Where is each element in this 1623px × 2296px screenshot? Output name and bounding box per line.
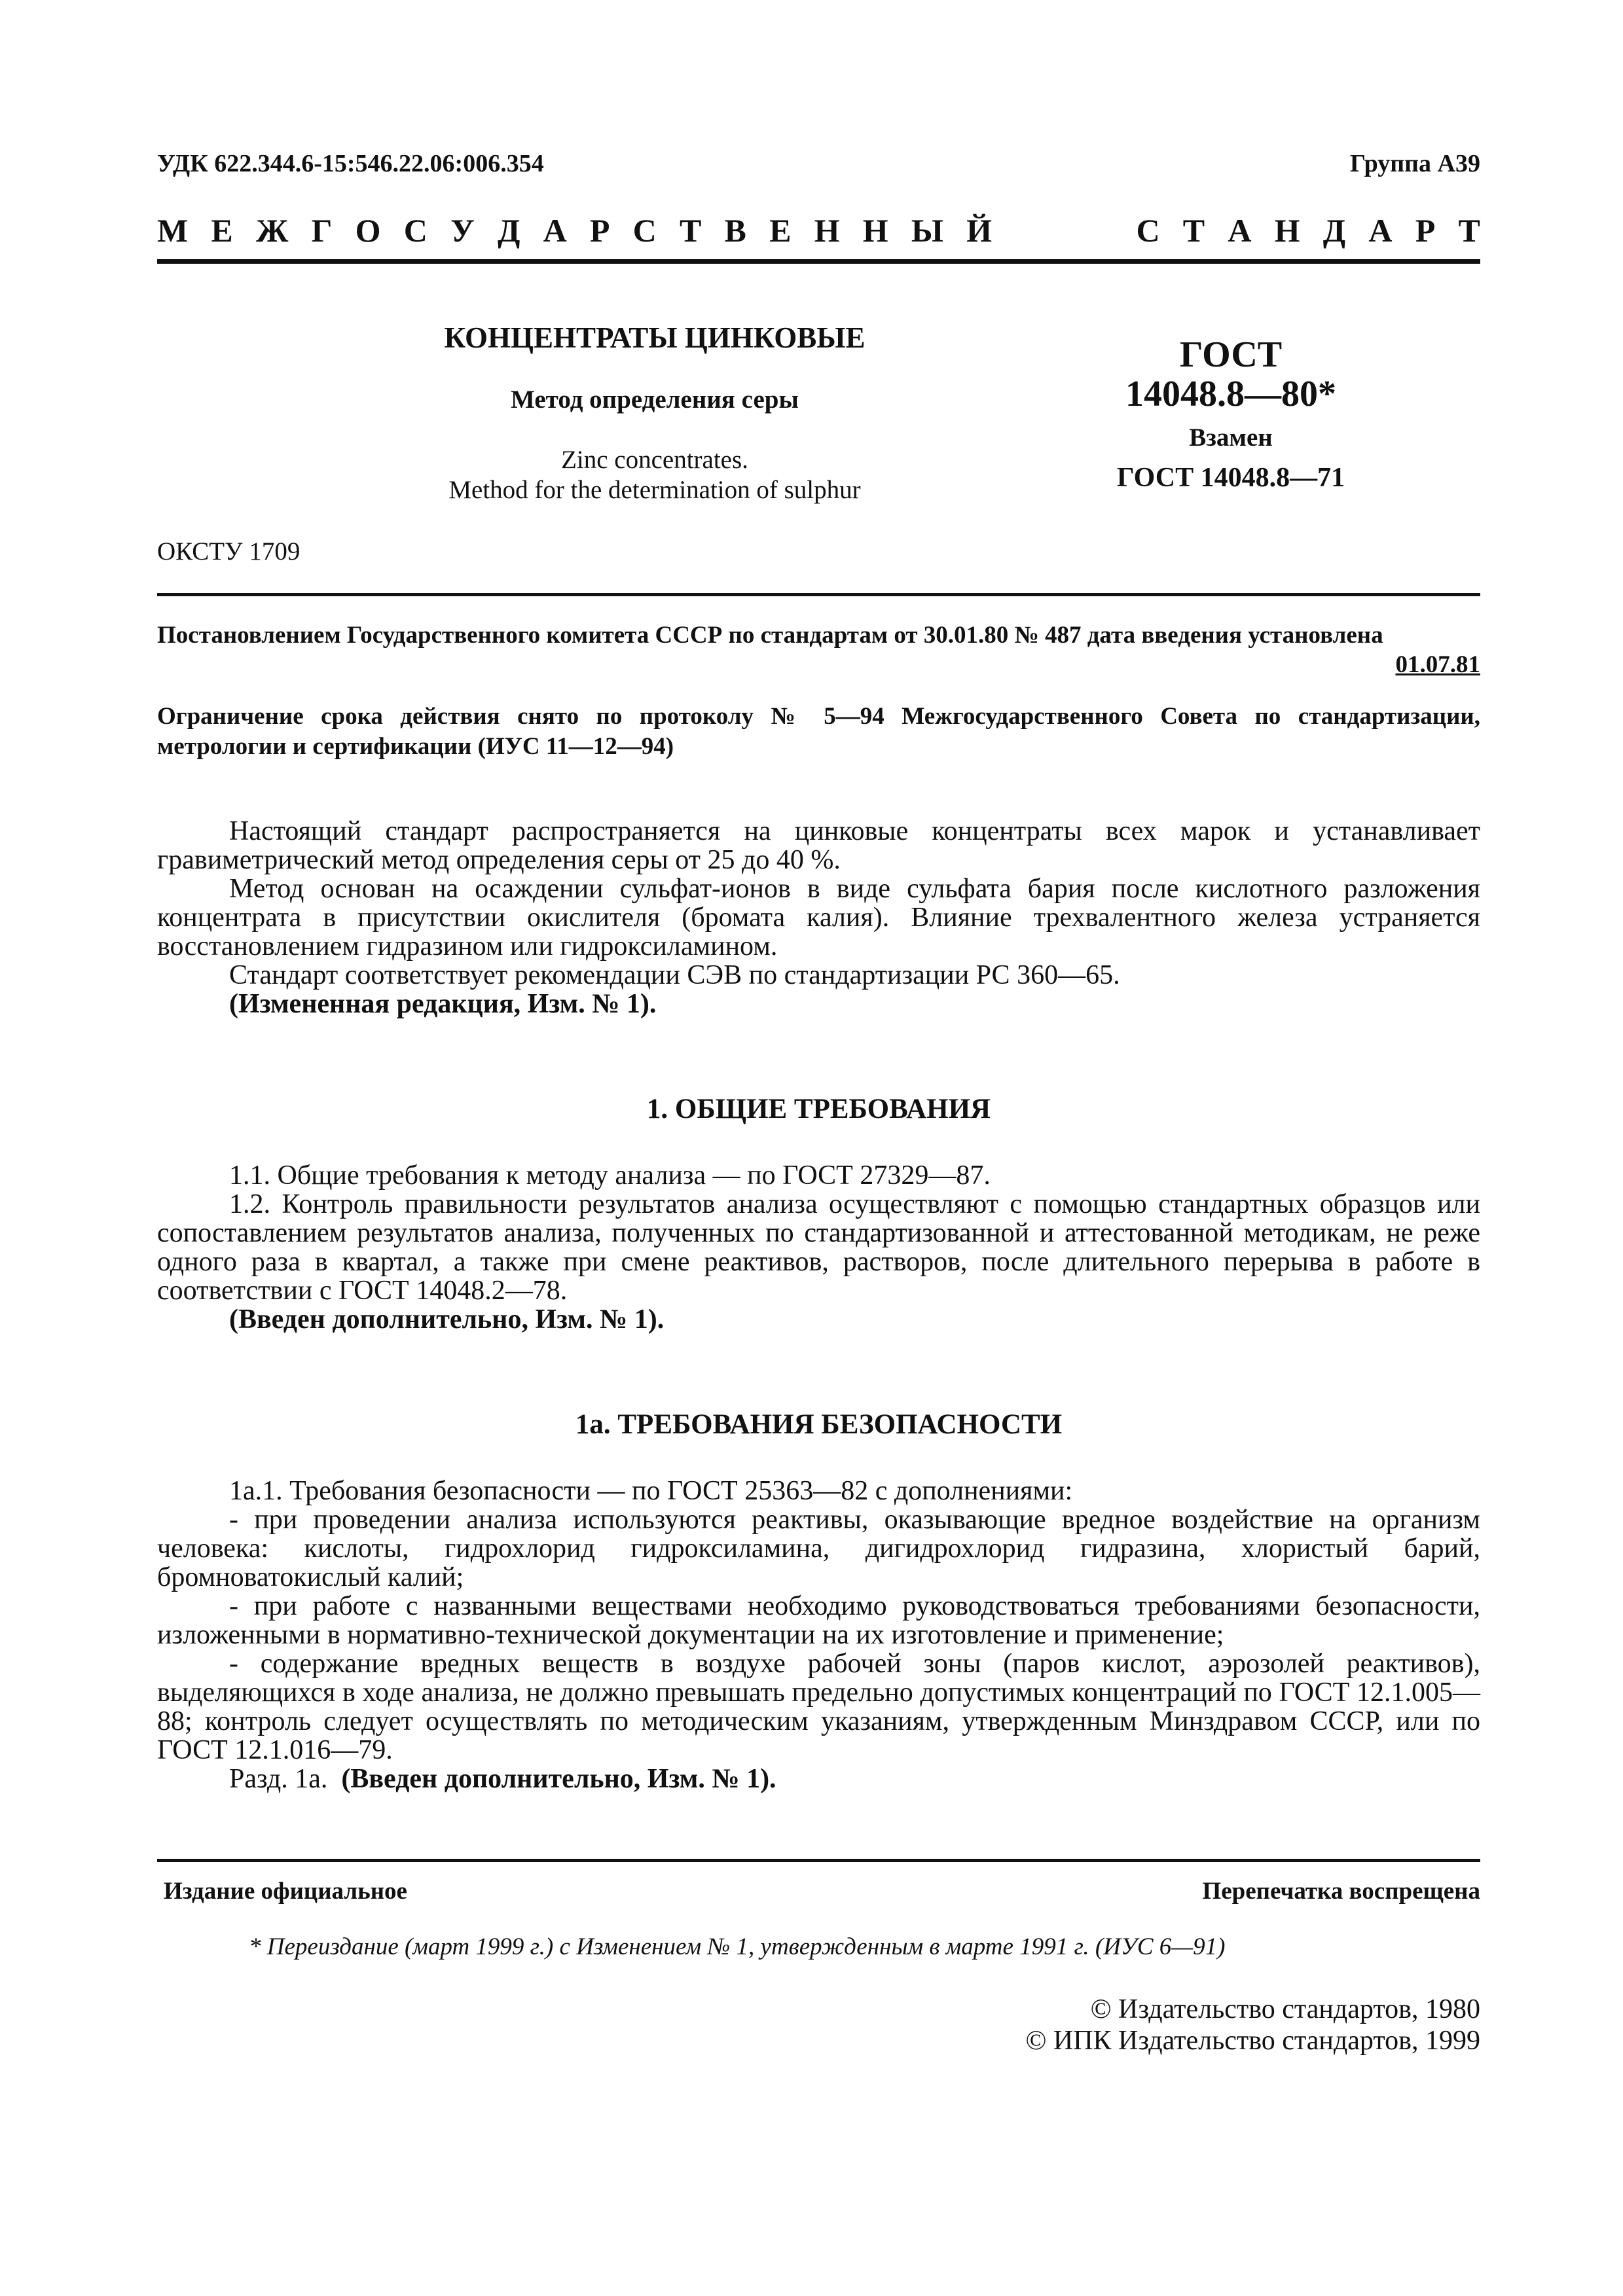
banner-letter: У [450, 212, 475, 249]
banner-letter: Р [1415, 212, 1436, 249]
banner-letter: Д [1322, 212, 1346, 249]
banner-word-gap [1015, 211, 1113, 250]
okstu-code: ОКСТУ 1709 [157, 537, 301, 565]
reissue-footnote: * Переиздание (март 1999 г.) с Изменением № 1, утвержденным в марте 1991 г. (ИУС 6—91) [249, 1933, 1226, 1960]
section-1-amendment-note: (Введен дополнительно, Изм. № 1). [229, 1304, 665, 1335]
section-1a-paragraph: - при работе с названными веществами необходимо руководствоваться требованиями безопасности, изложенными в нормативно-технической документации на их изготовление и применение; [157, 1591, 1480, 1650]
banner-letter: Ы [911, 212, 943, 249]
section-1-paragraph: 1.2. Контроль правильности результатов анализа осуществляют с помощью стандартных образцов или сопоставлением результатов анализа, полученных по стандартизованной и аттестованной методикам, не реже одного раза в квартал, а также при смене реактивов, растворов, после длительного перерыва в работе в соответствии с ГОСТ 14048.2—78. [157, 1189, 1480, 1306]
gost-label: ГОСТ [1179, 334, 1283, 375]
banner-letter: С [403, 212, 428, 249]
banner-letter: Н [1274, 212, 1300, 249]
intro-paragraph: Настоящий стандарт распространяется на цинковые концентраты всех марок и устанавливает гравиметрический метод определения серы от 25 до 40 %. [157, 816, 1480, 875]
banner-letter: Р [589, 212, 610, 249]
limit-notice: Ограничение срока действия снято по протоколу № 5—94 Межгосударственного Совета по стандартизации, метрологии и сертификации (ИУС 11—12—94) [157, 703, 1480, 760]
banner-letter: А [1228, 212, 1252, 249]
subtitle-ru: Метод определения серы [511, 386, 799, 414]
banner-letter: О [355, 212, 381, 249]
title-en-line1: Zinc concentrates. [561, 446, 748, 474]
notice-rule [157, 593, 1480, 596]
banner-letter: Т [679, 212, 702, 249]
banner-letter: Д [497, 212, 520, 249]
banner-letter: М [157, 212, 189, 249]
replaces-label: Взамен [1189, 423, 1273, 452]
banner-letter: В [724, 212, 746, 249]
gost-number: 14048.8—80* [1125, 374, 1336, 414]
footer-rule [157, 1859, 1480, 1862]
section-1-title: 1. ОБЩИЕ ТРЕБОВАНИЯ [646, 1094, 991, 1124]
official-edition-label: Издание официальное [164, 1878, 407, 1905]
reprint-ban-label: Перепечатка воспрещена [1202, 1878, 1480, 1905]
section-1a-amendment-note: Разд. 1а. (Введен дополнительно, Изм. № 1). [229, 1764, 776, 1794]
banner-letter: Н [862, 212, 888, 249]
section-1-paragraph: 1.1. Общие требования к методу анализа — по ГОСТ 27329—87. [229, 1160, 991, 1191]
intro-paragraph: Стандарт соответствует рекомендации СЭВ по стандартизации РС 360—65. [229, 960, 1120, 990]
section-1a-title: 1а. ТРЕБОВАНИЯ БЕЗОПАСНОСТИ [575, 1409, 1063, 1440]
banner-letter: А [1368, 212, 1393, 249]
banner-letter: Е [769, 212, 792, 249]
standard-type-banner [157, 211, 1480, 250]
banner-letter: Т [1182, 212, 1205, 249]
section-1a-paragraph: - при проведении анализа используются реактивы, оказывающие вредное воздействие на организм человека: кислоты, гидрохлорид гидроксиламина, дигидрохлорид гидразина, хлористый барий, бромноватокислый калий; [157, 1505, 1480, 1592]
title-ru: КОНЦЕНТРАТЫ ЦИНКОВЫЕ [444, 321, 866, 354]
intro-amendment-note: (Измененная редакция, Изм. № 1). [229, 989, 657, 1019]
banner-letter: Н [814, 212, 840, 249]
banner-letter: Е [211, 212, 233, 249]
banner-letter: Г [311, 212, 333, 249]
header-rule [157, 259, 1480, 264]
copyright-1980: © Издательство стандартов, 1980 [1090, 1994, 1480, 2024]
banner-letter: С [1136, 212, 1160, 249]
title-en-line2: Method for the determination of sulphur [448, 476, 861, 504]
group-code: Группа А39 [1349, 150, 1480, 177]
decree-notice: Постановлением Государственного комитета СССР по стандартам от 30.01.80 № 487 дата введения установлена [157, 622, 1383, 649]
section-1a-paragraph: - содержание вредных веществ в воздухе рабочей зоны (паров кислот, аэрозолей реактивов), выделяющихся в ходе анализа, не должно превышать предельно допустимых концентраций по ГОСТ 12.1.005—88; контроль следует осуществлять по методическим указаниям, утвержденным Минздравом СССР, или по ГОСТ 12.1.016—79. [157, 1649, 1480, 1765]
udk-code: УДК 622.344.6-15:546.22.06:006.354 [157, 150, 544, 177]
decree-date: 01.07.81 [1395, 651, 1480, 678]
banner-letter: С [632, 212, 657, 249]
banner-letter: Ж [255, 212, 289, 249]
intro-paragraph: Метод основан на осаждении сульфат-ионов в виде сульфата бария после кислотного разложения концентрата в присутствии окислителя (бромата калия). Влияние трехвалентного железа устраняется восстановлением гидразином или гидроксиламином. [157, 874, 1480, 961]
banner-letter: Й [966, 212, 993, 249]
banner-letter: Т [1458, 212, 1480, 249]
banner-letter: А [543, 212, 567, 249]
copyright-1999: © ИПК Издательство стандартов, 1999 [1025, 2026, 1480, 2056]
section-1a-paragraph: 1а.1. Требования безопасности — по ГОСТ 25363—82 с дополнениями: [229, 1476, 1073, 1506]
replaced-gost: ГОСТ 14048.8—71 [1116, 463, 1345, 493]
